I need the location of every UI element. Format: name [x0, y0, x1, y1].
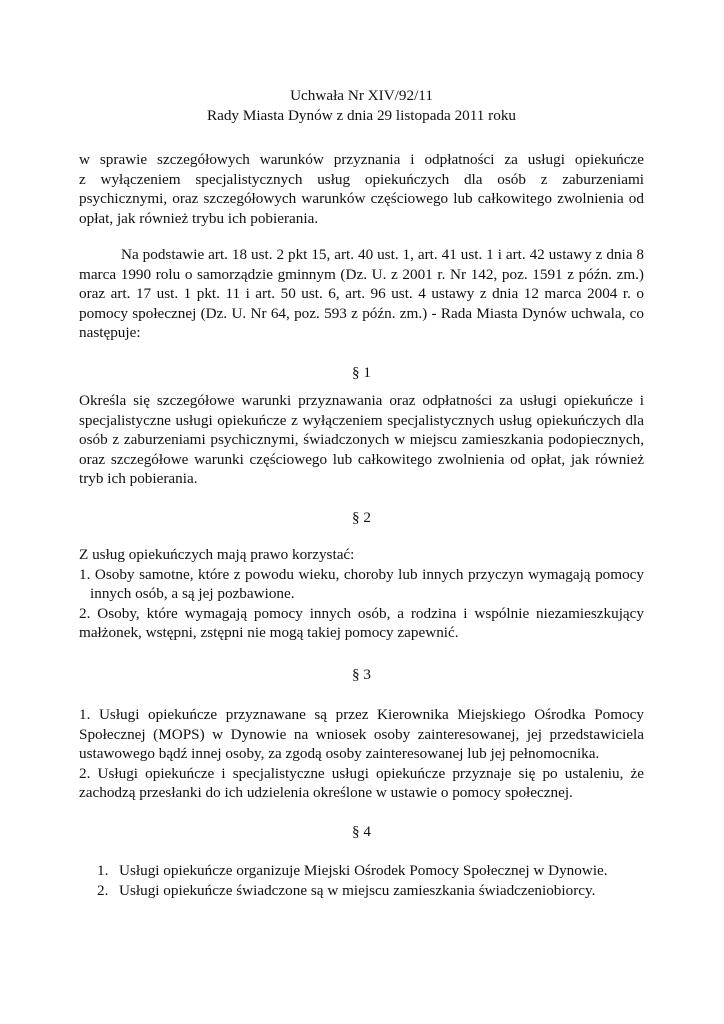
section-2-item-2: 2. Osoby, które wymagają pomocy innych osób, a rodzina i wspólnie niezamieszkujący [79, 604, 644, 622]
section-2-intro: Z usług opiekuńczych mają prawo korzystać: [79, 546, 355, 563]
section-3-line: zachodzą przesłanki do ich udzielenia określone w ustawie o pomocy społecznej. [79, 784, 573, 801]
section-3-line: ustawowego bądź innej osoby, za zgodą osoby zainteresowanej lub jej pełnomocnika. [79, 745, 600, 762]
section-3-body [79, 705, 644, 803]
section-2-item-1: 1. Osoby samotne, które z powodu wieku, choroby lub innych przyczyn wymagają pomocy [79, 565, 644, 583]
section-3-line: 2. Usługi opiekuńcze i specjalistyczne usługi opiekuńcze przyznaje się po ustaleniu, że [79, 764, 644, 782]
resolution-subtitle: Rady Miasta Dynów z dnia 29 listopada 2011 roku [206, 106, 517, 124]
legal-basis-line: oraz art. 17 ust. 1 pkt. 11 i art. 50 ust. 6, art. 96 ust. 4 ustawy z dnia 12 marca 2004 r. o [79, 285, 644, 302]
resolution-title: Uchwała Nr XIV/92/11 [290, 87, 433, 104]
section-2-heading: § 2 [352, 509, 371, 526]
section-1-heading: § 1 [352, 364, 371, 381]
list-item [97, 881, 657, 901]
list-item-text: Usługi opiekuńcze organizuje Miejski Ośrodek Pomocy Społecznej w Dynowie. [119, 862, 608, 879]
subject-line: z wyłączeniem specjalistycznych usług opiekuńczych dla osób z zaburzeniami [79, 170, 644, 188]
legal-basis-line: Na podstawie art. 18 ust. 2 pkt 15, art. 40 ust. 1, art. 41 ust. 1 i art. 42 ustawy z dnia 8 [121, 246, 644, 263]
section-4-heading: § 4 [352, 823, 371, 840]
section-2-body [79, 545, 644, 643]
list-item-number: 1. [97, 862, 109, 879]
section-1-line: specjalistyczne usługi opiekuńcze z wyłączeniem specjalistycznych usług opiekuńczych dla [79, 411, 644, 429]
subject-line: psychicznymi, oraz szczegółowych warunków częściowego lub całkowitego zwolnienia od [79, 190, 644, 207]
list-item-number: 2. [97, 881, 109, 899]
legal-basis-paragraph [79, 245, 644, 343]
section-1-line: tryb ich pobierania. [79, 470, 198, 487]
section-4-list [97, 861, 657, 900]
list-item [97, 861, 657, 881]
legal-basis-line: następuje: [79, 324, 141, 341]
section-1-line: osób z zaburzeniami psychicznymi, świadczonych w miejscu zamieszkania podopiecznych, [79, 431, 644, 448]
section-1-body [79, 391, 644, 489]
subject-line: opłat, jak również trybu ich pobierania. [79, 209, 319, 227]
section-3-line: 1. Usługi opiekuńcze przyznawane są przez Kierownika Miejskiego Ośrodka Pomocy [79, 706, 644, 723]
resolution-subject [79, 150, 644, 228]
section-1-line: oraz szczegółowe warunki częściowego lub całkowitego zwolnienia od opłat, jak również [79, 450, 644, 468]
list-item-text: Usługi opiekuńcze świadczone są w miejscu zamieszkania świadczeniobiorcy. [119, 881, 596, 899]
section-3-heading: § 3 [352, 666, 371, 683]
subject-line: w sprawie szczegółowych warunków przyznania i odpłatności za usługi opiekuńcze [79, 151, 644, 168]
legal-basis-line: marca 1990 rolu o samorządzie gminnym (Dz. U. z 2001 r. Nr 142, poz. 1591 z późn. zm.) [79, 265, 644, 283]
section-1-line: Określa się szczegółowe warunki przyznawania oraz odpłatności za usługi opiekuńcze i [79, 392, 644, 409]
legal-basis-line: pomocy społecznej (Dz. U. Nr 64, poz. 593 z późn. zm.) - Rada Miasta Dynów uchwala, co [79, 304, 644, 322]
section-2-item-2-cont: małżonek, wstępni, zstępni nie mogą takiej pomocy zapewnić. [79, 624, 459, 641]
section-2-item-1-cont: innych osób, a są jej pozbawione. [90, 585, 295, 602]
section-3-line: Społecznej (MOPS) w Dynowie na wniosek osoby zainteresowanej, jej przedstawiciela [79, 725, 644, 743]
document-title-block [79, 86, 644, 125]
